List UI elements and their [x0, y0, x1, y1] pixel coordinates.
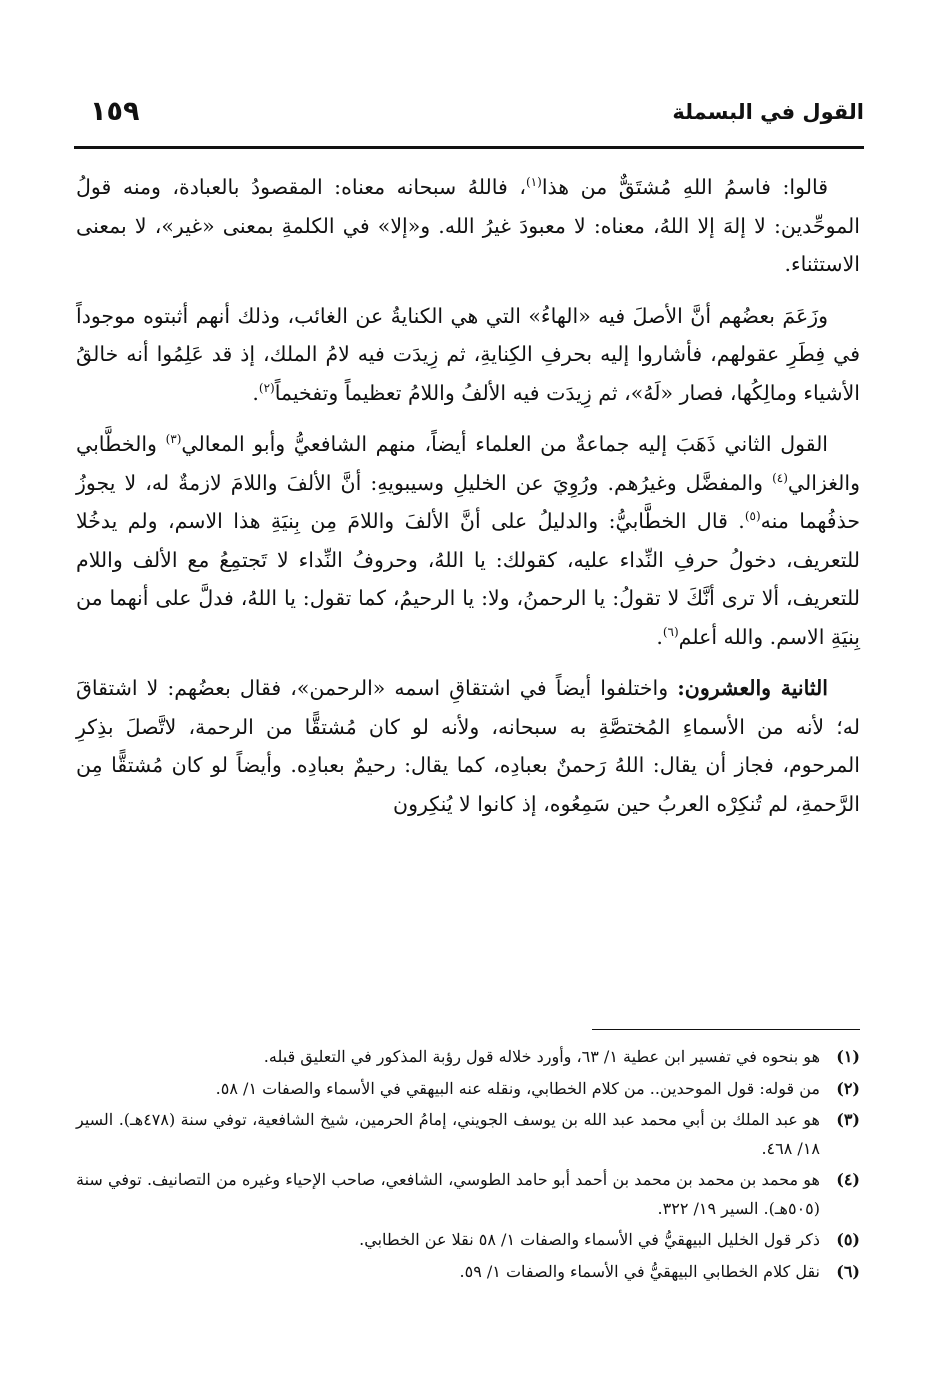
- section-label: الثانية والعشرون:: [677, 676, 828, 700]
- page-number: ١٥٩: [90, 96, 140, 127]
- text: والخطَّابي والغزالي: [76, 432, 860, 495]
- footnote-number: (٦): [836, 1261, 860, 1281]
- text: .: [656, 624, 663, 649]
- footnote-number: (١): [836, 1047, 860, 1066]
- footnote-text: نقل كلام الخطابي البيهقيُّ في الأسماء والصفات ١/ ٥٩.: [459, 1261, 820, 1281]
- footnote: [76, 1106, 860, 1163]
- footnote-text: ذكر قول الخليل البيهقيُّ في الأسماء والصفات ١/ ٥٨ نقلا عن الخطابي.: [359, 1230, 820, 1249]
- footnote-number: (٣): [836, 1110, 860, 1129]
- footnote-ref[interactable]: (٤): [772, 470, 788, 485]
- text: واختلفوا أيضاً في اشتقاقِ اسمه «الرحمن»، فقال بعضُهم: لا اشتقاقَ له؛ لأنه من الأسماءِ المُختصَّةِ به سبحانه، ولأنه لو كان مُشتقًّا من الرحمة، لاتَّصلَ بذِكرِ المرحوم، فجاز أن يقال: اللهُ رَحمنٌ بعبادِه، كما يقال: رحيمٌ بعبادِه. وأيضاً لو كان مُشتقًّا مِن الرَّحمةِ، لم تُنكِرْه العربُ حين سَمِعُوه، إذ كانوا لا يُنكِرون: [76, 676, 860, 816]
- footnote-ref[interactable]: (٦): [662, 624, 679, 639]
- text: . قال الخطَّابيُّ: والدليلُ على أنَّ الألفَ واللامَ مِن بِنيَةِ هذا الاسم، ولم يدخُلا للتعريف، دخولُ حرفِ النِّداء عليه، كقولك: يا اللهُ، وحروفُ النِّداء لا تَجتمِعُ مع الألف واللام للتعريف، ألا ترى أنَّكَ لا تقولُ: يا الرحمنُ، ولا: يا الرحيمُ، كما تقول: يا اللهُ، فدلَّ على أنهما من بِنيَةِ الاسم. والله أعلم: [76, 509, 860, 649]
- header-rule: [74, 146, 864, 149]
- footnote-text: هو عبد الملك بن أبي محمد عبد الله بن يوسف الجويني، إمامُ الحرمين، شيخ الشافعية، توفي سنة (٤٧٨هـ). السير ١٨/ ٤٦٨.: [76, 1110, 820, 1158]
- footnote-number: (٤): [836, 1170, 860, 1189]
- footnote: [76, 1043, 860, 1072]
- footnote-ref[interactable]: (٢): [258, 380, 275, 395]
- running-title: القول في البسملة: [672, 100, 864, 124]
- paragraph-4: [76, 669, 860, 823]
- footnote-number: (٢): [836, 1078, 860, 1098]
- footnote: [76, 1075, 860, 1104]
- footnote-rule: [592, 1029, 860, 1030]
- footnote-ref[interactable]: (٥): [744, 509, 761, 524]
- footnote-ref[interactable]: (٣): [165, 432, 182, 447]
- paragraph-2: [76, 297, 860, 413]
- main-text: [76, 168, 860, 836]
- text: القول الثاني ذَهَبَ إليه جماعةٌ من العلماء أيضاً، منهم الشافعيُّ وأبو المعالي: [181, 432, 829, 456]
- footnote-text: هو بنحوه في تفسير ابن عطية ١/ ٦٣، وأورد خلاله قول رؤبة المذكور في التعليق قبله.: [263, 1047, 820, 1066]
- text: وزَعَمَ بعضُهم أنَّ الأصلَ فيه «الهاءُ» التي هي الكنايةُ عن الغائب، وذلك أنهم أثبتوه موجوداً في فِطَرِ عقولهم، فأشاروا إليه بحرفِ الكِنايةِ، ثم زِيدَت فيه لامُ الملك، إذ قد عَلِمُوا أنه خالقُ الأشياء ومالِكُها، فصار «لَهُ»، ثم زِيدَت فيه الألفُ واللامُ تعظيماً وتفخيماً: [76, 303, 860, 405]
- text: .: [252, 380, 259, 405]
- footnote-text: من قوله: قول الموحدين.. من كلام الخطابي، ونقله عنه البيهقي في الأسماء والصفات ١/ ٥٨.: [215, 1078, 820, 1098]
- footnote-number: (٥): [836, 1230, 860, 1249]
- text: ، فاللهُ سبحانه معناه: المقصودُ بالعبادة، ومنه قولُ الموحِّدين: لا إلهَ إلا اللهُ، معناه: لا معبودَ غيرُ الله. و«إلا» في الكلمةِ بمعنى «غير»، لا بمعنى الاستثناء.: [76, 175, 860, 276]
- footnote-ref[interactable]: (١): [525, 175, 542, 190]
- footnote: [76, 1226, 860, 1255]
- footnote-text: هو محمد بن محمد بن محمد بن أحمد أبو حامد الطوسي، الشافعي، صاحب الإحياء وغيره من التصانيف. توفي سنة (٥٠٥هـ). السير ١٩/ ٣٢٢.: [76, 1170, 820, 1218]
- footnote: [76, 1258, 860, 1287]
- paragraph-3: [76, 425, 860, 656]
- text: قالوا: فاسمُ اللهِ مُشتَقٌّ من هذا: [541, 175, 828, 199]
- paragraph-1: [76, 168, 860, 284]
- footnotes: [76, 1043, 860, 1289]
- footnote: [76, 1166, 860, 1223]
- text: والمفضَّل وغيرُهم. ورُوِيَ عن الخليلِ وسيبويهِ: أنَّ الألفَ واللامَ لازمةٌ له، لا يجوزُ حذفُهما منه: [76, 470, 860, 533]
